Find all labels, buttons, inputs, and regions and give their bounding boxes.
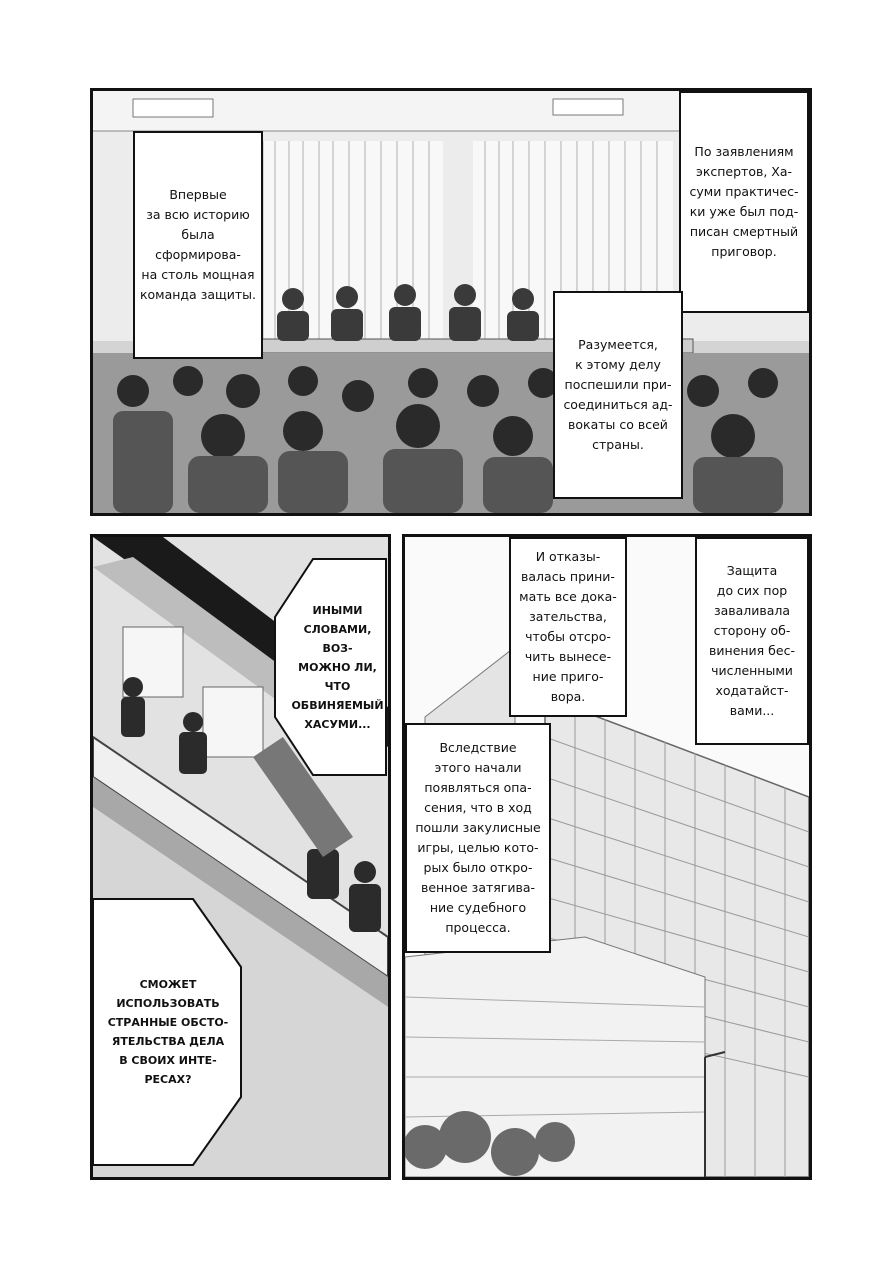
speech-bubble-strange-circumstances [93,897,243,1167]
speech-text-strange-circumstances: СМОЖЕТ ИСПОЛЬЗОВАТЬ СТРАННЫЕ ОБСТО- ЯТЕЛЬСТВА ДЕЛА В СВОИХ ИНТЕ- РЕСАХ? [107,978,229,1086]
panel-press-conference [90,88,812,516]
caption-backstage-games: Вследствие этого начали появляться опа- сения, что в ход пошли закулисные игры, целью кото- рых было откро- венное затягива- ние судебного процесса. [405,723,551,953]
panel-courtroom [90,534,391,1180]
caption-defense-petitions: Защита до сих пор заваливала сторону об- винения бес- численными ходатайст- вами... [695,537,809,745]
caption-refused-evidence: И отказы- валась прини- мать все дока- зательства, чтобы отсро- чить вынесе- ние приго- вора. [509,537,627,717]
caption-death-sentence: По заявлениям экспертов, Ха- суми практичес- ки уже был под- писан смертный приговор. [679,91,809,313]
speech-bubble-accused-hasumi [273,557,388,777]
speech-text-accused-hasumi: ИНЫМИ СЛОВАМИ, ВОЗ- МОЖНО ЛИ, ЧТО ОБВИНЯЕМЫЙ ХАСУМИ... [291,603,384,731]
panel-court-building [402,534,812,1180]
caption-first-time-defense-team: Впервые за всю историю была сформирова- на столь мощная команда защиты. [133,131,263,359]
caption-lawyers-nationwide: Разумеется, к этому делу поспешили при- соединиться ад- вокаты со всей страны. [553,291,683,499]
